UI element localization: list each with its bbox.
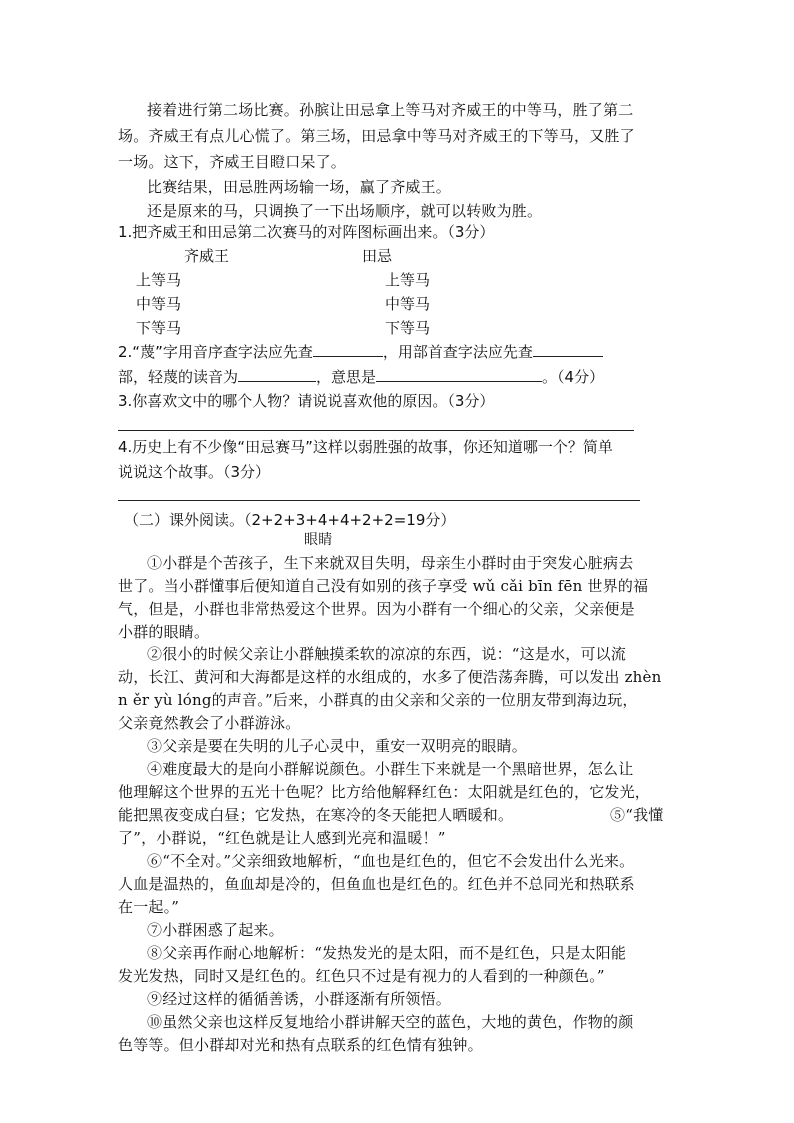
passage-line: 世了。当小群懂事后便知道自己没有如别的孩子享受 wǔ cǎi bīn fēn 世界的福: [118, 577, 649, 595]
tianji-label: 田忌: [362, 247, 393, 265]
story-line: 接着进行第二场比赛。孙膑让田忌拿上等马对齐威王的中等马，胜了第二: [147, 101, 634, 119]
q2-text-c: 部，轻蔑的读音为: [118, 368, 239, 386]
answer-blank[interactable]: [238, 367, 316, 382]
q2-text-e: 。（4分）: [542, 368, 605, 386]
passage-line: n ěr yù lóng的声音。”后来，小群真的由父亲和父亲的一位朋友带到海边玩，: [118, 691, 638, 709]
q2-text-b: ，用部首查字法应先查: [382, 343, 533, 361]
story-line: 还是原来的马，只调换了一下出场顺序，就可以转败为胜。: [147, 202, 543, 220]
qiweiwang-label: 齐威王: [184, 247, 230, 265]
passage-line: 发光发热，同时又是红色的。红色只不过是有视力的人看到的一种颜色。”: [118, 967, 605, 985]
answer-line[interactable]: [118, 500, 640, 501]
passage-line: 他理解这个世界的五光十色呢？比方给他解释红色：太阳就是红色的，它发光，: [118, 783, 651, 801]
question-4-line-2: 说说这个故事。（3分）: [118, 463, 271, 481]
answer-blank[interactable]: [313, 342, 383, 357]
story-line: 一场。这下，齐威王目瞪口呆了。: [118, 153, 347, 171]
passage-line: ⑨经过这样的循循善诱，小群逐渐有所领悟。: [147, 990, 452, 1008]
question-4-line-1: 4.历史上有不少像“田忌赛马”这样以弱胜强的故事，你还知道哪一个？简单: [118, 438, 613, 456]
answer-line[interactable]: [118, 430, 634, 431]
right-horse-top: 上等马: [385, 271, 431, 289]
answer-blank[interactable]: [376, 367, 542, 382]
left-horse-middle: 中等马: [136, 295, 182, 313]
question-2-line-2: [118, 367, 604, 387]
left-horse-top: 上等马: [136, 271, 182, 289]
passage-line: 动，长江、黄河和大海都是这样的水组成的，水多了便浩荡奔腾，可以发出 zhèn: [118, 668, 662, 686]
story-line: 场。齐威王有点儿心慌了。第三场，田忌拿中等马对齐威王的下等马，又胜了: [118, 127, 635, 145]
passage-line: ①小群是个苦孩子，生下来就双目失明，母亲生小群时由于突发心脏病去: [147, 554, 634, 572]
passage-line: ⑦小群困惑了起来。: [147, 921, 284, 939]
passage-line: ⑥“不全对。”父亲细致地解析，“血也是红色的，但它不会发出什么光来。: [147, 852, 635, 870]
passage-line: ⑤“我懂: [610, 806, 664, 824]
question-3: 3.你喜欢文中的哪个人物？请说说喜欢他的原因。（3分）: [118, 392, 495, 410]
q2-text-a: 2.“蔑”字用音序查字法应先查: [118, 343, 313, 361]
question-2-line-1: [118, 342, 603, 362]
passage-line: 能把黑夜变成白昼；它发热，在寒冷的冬天能把人晒暖和。: [118, 806, 514, 824]
passage-line: ⑩虽然父亲也这样反复地给小群讲解天空的蓝色，大地的黄色，作物的颜: [147, 1013, 634, 1031]
passage-line: 父亲竟然教会了小群游泳。: [118, 714, 301, 732]
answer-blank[interactable]: [533, 342, 603, 357]
passage-line: 在一起。”: [118, 898, 180, 916]
passage-line: ④难度最大的是向小群解说颜色。小群生下来就是一个黑暗世界，怎么让: [147, 760, 634, 778]
passage-title: 眼睛: [304, 532, 333, 548]
right-horse-middle: 中等马: [385, 295, 431, 313]
left-horse-bottom: 下等马: [136, 319, 182, 337]
passage-line: 色等等。但小群却对光和热有点联系的红色情有独钟。: [118, 1036, 483, 1054]
passage-line: 气，但是，小群也非常热爱这个世界。因为小群有一个细心的父亲，父亲便是: [118, 600, 635, 618]
passage-line: 小群的眼睛。: [118, 623, 210, 641]
passage-line: ③父亲是要在失明的儿子心灵中，重安一双明亮的眼睛。: [147, 737, 528, 755]
q2-text-d: ，意思是: [316, 368, 377, 386]
passage-line: ⑧父亲再作耐心地解析：“发热发光的是太阳，而不是红色，只是太阳能: [147, 944, 627, 962]
right-horse-bottom: 下等马: [385, 319, 431, 337]
passage-line: 了”，小群说，“红色就是让人感到光亮和温暖！”: [118, 829, 446, 847]
story-line: 比赛结果，田忌胜两场输一场，赢了齐威王。: [147, 178, 452, 196]
passage-line: 人血是温热的，鱼血却是冷的，但鱼血也是红色的。红色并不总同光和热联系: [118, 875, 635, 893]
passage-line: ②很小的时候父亲让小群触摸柔软的凉凉的东西，说：“这是水，可以流: [147, 645, 627, 663]
question-1: 1.把齐威王和田忌第二次赛马的对阵图标画出来。（3分）: [118, 223, 495, 241]
section-heading: （二）课外阅读。（2+2+3+4+4+2+2=19分）: [124, 511, 456, 529]
